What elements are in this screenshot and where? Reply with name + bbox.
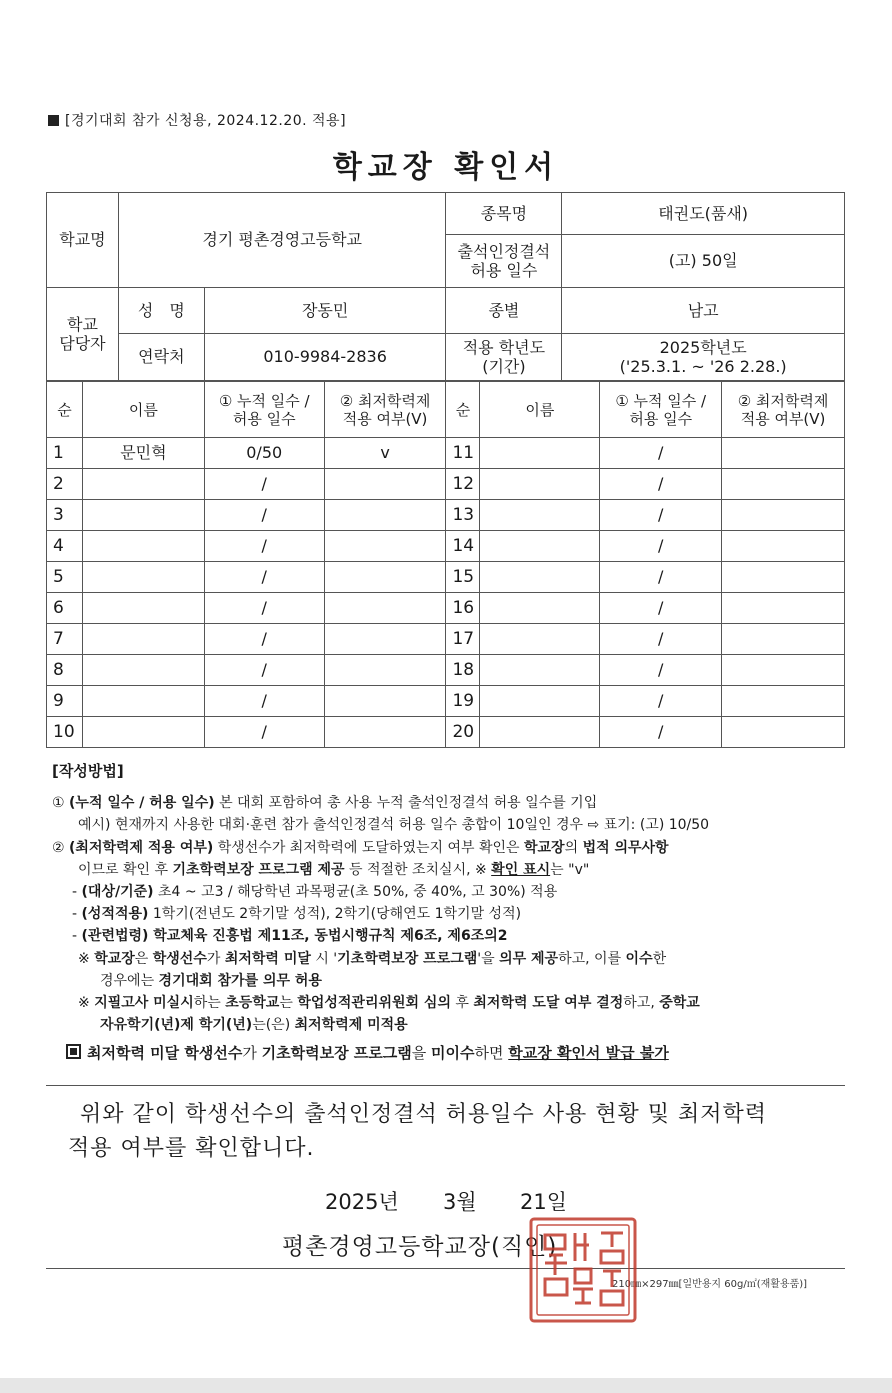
seq-cell: 6	[47, 593, 83, 624]
year-label-line1: 적용 학년도	[462, 337, 546, 357]
method-text: 학교장 확인서 발급 불가	[508, 1044, 669, 1063]
method-text: 1학기(전년도 2학기말 성적), 2학기(당해연도 1학기말 성적)	[148, 906, 522, 923]
days-cell: /	[600, 469, 722, 500]
seq-cell: 14	[446, 531, 480, 562]
confirmation-text	[68, 1098, 848, 1166]
seq-cell: 15	[446, 562, 480, 593]
check-cell	[722, 655, 845, 686]
table-row	[47, 531, 845, 562]
name-cell	[82, 469, 204, 500]
name-cell	[82, 562, 204, 593]
name-cell	[82, 717, 204, 748]
method-text: 의무 제공	[499, 950, 559, 967]
days-cell: /	[204, 686, 324, 717]
days-header-right-line2: 허용 일수	[629, 409, 693, 428]
square-bullet-icon	[48, 115, 59, 126]
header-note-text: [경기대회 참가 신청용, 2024.12.20. 적용]	[65, 113, 347, 129]
method-line-11	[52, 1014, 852, 1036]
days-cell: /	[204, 562, 324, 593]
method-text: 확인 표시	[491, 861, 551, 878]
check-cell	[324, 624, 446, 655]
check-cell	[324, 531, 446, 562]
name-cell	[82, 655, 204, 686]
days-header-line1: ① 누적 일수 /	[218, 391, 310, 410]
apply-header	[324, 382, 446, 438]
principal-name: 평촌경영고등학교장	[282, 1234, 491, 1260]
days-cell: /	[600, 438, 722, 469]
days-cell: /	[204, 469, 324, 500]
days-cell: /	[204, 624, 324, 655]
check-cell	[324, 562, 446, 593]
days-header-right	[600, 382, 722, 438]
method-text: 기초학력보장 프로그램 제공	[172, 861, 345, 878]
method-text: 학교장	[524, 839, 565, 856]
check-cell	[722, 686, 845, 717]
table-row	[47, 686, 845, 717]
seq-cell: 12	[446, 469, 480, 500]
seq-cell: 1	[47, 438, 83, 469]
name-cell	[480, 655, 600, 686]
list-header-row	[47, 382, 845, 438]
method-text: -	[72, 884, 82, 901]
name-cell	[480, 469, 600, 500]
method-text: 자유학기(년)제 학기(년)	[100, 1017, 253, 1034]
method-text: 초4 ~ 고3 / 해당학년 과목평균(초 50%, 중 40%, 고 30%) 적용	[153, 884, 558, 901]
days-cell: /	[204, 717, 324, 748]
method-text: (성적적용)	[81, 906, 149, 923]
name-cell: 문민혁	[82, 438, 204, 469]
method-text: 하고,	[623, 995, 660, 1012]
name-cell	[82, 686, 204, 717]
manager-label-line1: 학교	[66, 314, 98, 334]
date-year: 2025년	[325, 1190, 399, 1214]
student-list-table	[46, 381, 845, 748]
method-line-2: 예시) 현재까지 사용한 대회·훈련 참가 출석인정결석 허용 일수 총합이 10일인 경우 ⇨ 표기: (고) 10/50	[78, 817, 710, 834]
days-cell: /	[204, 593, 324, 624]
date-month: 3월	[443, 1190, 477, 1214]
days-cell: /	[204, 655, 324, 686]
name-cell	[82, 531, 204, 562]
name-cell	[480, 531, 600, 562]
method-text: 하면	[474, 1044, 509, 1063]
date-day: 21일	[520, 1190, 568, 1214]
method-text: 학생선수가 최저학력에 도달하였는지 여부 확인은	[213, 839, 524, 856]
method-line-1	[52, 792, 852, 814]
method-text: 학교장	[94, 950, 135, 967]
method-text: 지필고사 미실시	[94, 995, 194, 1012]
table-row	[47, 562, 845, 593]
seq-header-right: 순	[446, 382, 480, 438]
days-header	[204, 382, 324, 438]
school-value: 경기 평촌경영고등학교	[118, 193, 446, 288]
year-value	[562, 334, 845, 381]
check-cell	[324, 655, 446, 686]
school-label: 학교명	[47, 193, 119, 288]
method-text: 최저학력 도달 여부 결정	[473, 995, 624, 1012]
days-header-line2: 허용 일수	[232, 409, 296, 428]
apply-header-right	[722, 382, 845, 438]
days-cell: /	[600, 562, 722, 593]
method-text: 후	[450, 995, 474, 1012]
seq-cell: 19	[446, 686, 480, 717]
method-text: ①	[52, 795, 70, 812]
table-row	[47, 469, 845, 500]
days-cell: /	[600, 531, 722, 562]
paper-spec: 210㎜×297㎜[일반용지 60g/㎡(재활용품)]	[612, 1279, 808, 1290]
table-row	[47, 717, 845, 748]
days-cell: /	[600, 655, 722, 686]
method-text: 최저학력 미달 학생선수	[87, 1044, 243, 1063]
check-cell	[722, 531, 845, 562]
name-cell	[480, 562, 600, 593]
days-cell: /	[204, 500, 324, 531]
method-text: 최저학력제 미적용	[294, 1017, 408, 1034]
method-line-9	[52, 970, 852, 992]
method-line-12	[52, 1042, 852, 1064]
name-cell	[480, 686, 600, 717]
method-text: 는(은)	[252, 1017, 295, 1034]
confirmation-line2: 적용 여부를 확인합니다.	[68, 1136, 315, 1161]
check-cell	[324, 686, 446, 717]
divider	[46, 1085, 845, 1086]
days-cell: /	[600, 717, 722, 748]
method-text: 시 '	[310, 950, 338, 967]
name-cell	[480, 717, 600, 748]
method-text: 경기대회 참가를 의무 허용	[158, 972, 322, 989]
method-text: 이수	[625, 950, 653, 967]
apply-header-right-line2: 적용 여부(V)	[740, 409, 826, 428]
event-value: 태권도(품새)	[562, 193, 845, 235]
method-text: 하고, 이를	[558, 950, 626, 967]
method-text: ②	[52, 839, 70, 856]
category-label: 종별	[446, 288, 562, 334]
seq-cell: 17	[446, 624, 480, 655]
days-cell: /	[600, 593, 722, 624]
method-text: -	[72, 906, 82, 923]
method-text: 한	[652, 950, 667, 967]
divider	[46, 1268, 845, 1269]
year-value-line1: 2025학년도	[659, 337, 747, 357]
seq-cell: 13	[446, 500, 480, 531]
seq-cell: 9	[47, 686, 83, 717]
method-line-5	[52, 881, 852, 903]
seq-cell: 8	[47, 655, 83, 686]
method-text: 등 적절한 조치실시, ※	[344, 861, 492, 878]
method-text: 기초학력보장 프로그램	[337, 950, 478, 967]
days-cell: /	[600, 624, 722, 655]
method-text: '을	[477, 950, 500, 967]
name-header: 이름	[82, 382, 204, 438]
checkbox-bullet-icon	[66, 1044, 81, 1059]
method-text: 의	[564, 839, 583, 856]
absence-value: (고) 50일	[562, 235, 845, 288]
method-text: 을	[411, 1044, 432, 1063]
method-text: 는	[279, 995, 298, 1012]
method-text: 가	[206, 950, 225, 967]
name-label: 성 명	[118, 288, 204, 334]
name-cell	[82, 624, 204, 655]
category-value: 남고	[562, 288, 845, 334]
year-value-line2: ('25.3.1. ~ '26 2.28.)	[619, 357, 787, 376]
method-text: ※	[78, 950, 95, 967]
manager-label-line2: 담당자	[59, 334, 106, 353]
seq-cell: 11	[446, 438, 480, 469]
apply-header-right-line1: ② 최저학력제	[737, 391, 829, 410]
method-text: 미이수	[431, 1044, 475, 1063]
manager-label	[47, 288, 119, 381]
seq-cell: 18	[446, 655, 480, 686]
seq-cell: 4	[47, 531, 83, 562]
name-cell	[480, 438, 600, 469]
name-header-right: 이름	[480, 382, 600, 438]
apply-header-line1: ② 최저학력제	[339, 391, 431, 410]
check-cell	[722, 717, 845, 748]
name-value: 장동민	[204, 288, 446, 334]
method-text: (누적 일수 / 허용 일수)	[69, 795, 215, 812]
event-label: 종목명	[446, 193, 562, 235]
check-cell	[324, 469, 446, 500]
method-text: 는 "v"	[550, 861, 590, 878]
method-text: (대상/기준)	[81, 884, 154, 901]
check-cell	[324, 593, 446, 624]
check-cell	[722, 624, 845, 655]
contact-value: 010-9984-2836	[204, 334, 446, 381]
method-text: 은	[134, 950, 153, 967]
check-cell	[722, 438, 845, 469]
days-cell: /	[600, 500, 722, 531]
method-text: (관련법령) 학교체육 진흥법 제11조, 동법시행규칙 제6조, 제6조의2	[81, 928, 508, 945]
name-cell	[82, 500, 204, 531]
days-cell: 0/50	[204, 438, 324, 469]
bottom-edge	[0, 1378, 892, 1393]
method-text: ※	[78, 995, 95, 1012]
seal-mark: (직인)	[490, 1234, 558, 1260]
method-text: 경우에는	[100, 972, 159, 989]
seq-cell: 5	[47, 562, 83, 593]
table-row	[47, 593, 845, 624]
seq-header: 순	[47, 382, 83, 438]
confirmation-line1: 위와 같이 학생선수의 출석인정결석 허용일수 사용 현황 및 최저학력	[80, 1102, 768, 1127]
method-text: 기초학력보장 프로그램	[261, 1044, 412, 1063]
check-cell	[722, 593, 845, 624]
method-line-6	[52, 903, 852, 925]
name-cell	[480, 500, 600, 531]
method-line-10	[52, 992, 852, 1014]
check-cell	[722, 500, 845, 531]
method-line-3	[52, 837, 852, 859]
method-heading: [작성방법]	[52, 762, 124, 780]
days-header-right-line1: ① 누적 일수 /	[615, 391, 707, 410]
days-cell: /	[600, 686, 722, 717]
writing-method-section	[52, 760, 852, 1065]
method-text: -	[72, 928, 82, 945]
official-seal-icon	[527, 1215, 639, 1325]
contact-label: 연락처	[118, 334, 204, 381]
absence-label-line1: 출석인정결석	[457, 241, 551, 261]
method-text: 가	[242, 1044, 262, 1063]
seq-cell: 2	[47, 469, 83, 500]
seq-cell: 3	[47, 500, 83, 531]
method-text: 중학교	[659, 995, 700, 1012]
check-cell	[324, 500, 446, 531]
absence-label	[446, 235, 562, 288]
check-cell: v	[324, 438, 446, 469]
name-cell	[480, 593, 600, 624]
method-text: 학생선수	[152, 950, 207, 967]
seq-cell: 20	[446, 717, 480, 748]
table-row	[47, 655, 845, 686]
seq-cell: 10	[47, 717, 83, 748]
check-cell	[722, 469, 845, 500]
table-row	[47, 438, 845, 469]
method-line-8	[52, 948, 852, 970]
header-note	[48, 110, 346, 130]
method-line-4	[52, 859, 852, 881]
check-cell	[324, 717, 446, 748]
seq-cell: 7	[47, 624, 83, 655]
name-cell	[480, 624, 600, 655]
method-text: 학업성적관리위원회 심의	[297, 995, 451, 1012]
method-text: 최저학력 미달	[224, 950, 311, 967]
apply-header-line2: 적용 여부(V)	[342, 409, 428, 428]
year-label-line2: (기간)	[482, 357, 526, 376]
method-text: 법적 의무사항	[582, 839, 669, 856]
method-text: 초등학교	[225, 995, 280, 1012]
principal-signature	[282, 1228, 557, 1261]
absence-label-line2: 허용 일수	[470, 261, 538, 280]
year-label	[446, 334, 562, 381]
seq-cell: 16	[446, 593, 480, 624]
method-text: 본 대회 포함하여 총 사용 누적 출석인정결석 허용 일수를 기입	[214, 795, 598, 812]
check-cell	[722, 562, 845, 593]
table-row	[47, 500, 845, 531]
method-text: (최저학력제 적용 여부)	[69, 839, 214, 856]
method-line-7	[52, 925, 852, 947]
method-text: 이므로 확인 후	[78, 861, 173, 878]
table-row	[47, 624, 845, 655]
info-table	[46, 192, 845, 381]
days-cell: /	[204, 531, 324, 562]
document-title: 학교장 확인서	[332, 150, 560, 185]
name-cell	[82, 593, 204, 624]
method-text: 하는	[193, 995, 226, 1012]
